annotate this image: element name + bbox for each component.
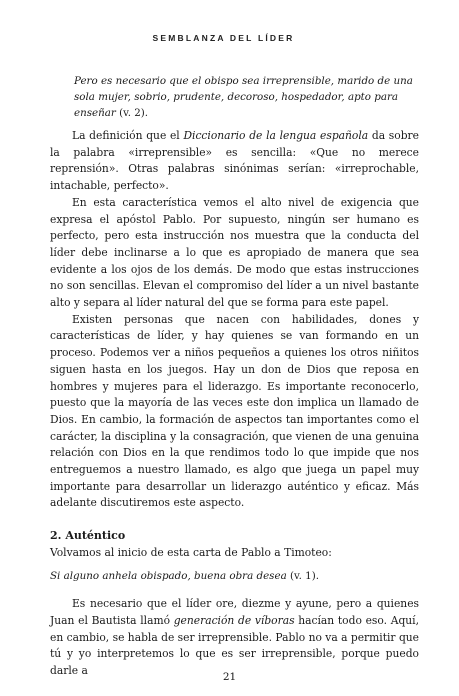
- page-number: 21: [222, 671, 237, 684]
- scripture-quote: [50, 568, 419, 585]
- quote-text: Si alguno anhela obispado, buena obra desea: [50, 569, 287, 582]
- quote-text: Pero es necesario que el obispo sea irreprensible, marido de una sola mujer, sobrio, prudente, decoroso, hospedador, apto para enseñar: [74, 75, 413, 119]
- running-head: SEMBLANZA DEL LÍDER: [152, 33, 295, 43]
- section-intro: Volvamos al inicio de esta carta de Pablo a Timoteo:: [50, 545, 332, 559]
- quote-reference: (v. 2).: [119, 107, 149, 119]
- paragraph-irreprensible: [50, 596, 419, 680]
- paragraph-text: Es necesario que el líder ore, diezme y ayune, pero a quienes Juan el Bautista llamó: [50, 597, 419, 627]
- paragraph-text: da sobre la palabra «irreprensible» es sencilla: «Que no merece reprensión». Otras palabras sinónimas serían: «irreprochable, intachable, perfecto».: [50, 129, 419, 193]
- emphasis-text: generación de víboras: [173, 613, 295, 627]
- paragraph-text: La definición que el: [72, 129, 184, 142]
- dictionary-title: Diccionario de la lengua española: [183, 129, 369, 142]
- body-text: [50, 128, 419, 680]
- paragraph-definition: [50, 128, 419, 195]
- section-heading: 2. Auténtico: [50, 529, 126, 543]
- paragraph-text: hacían todo eso. Aquí, en cambio, se habla de ser irreprensible. Pablo no va a permitir que tú y yo interpretemos lo que es ser irreprensible, porque puedo darle a: [50, 613, 419, 678]
- paragraph-habilidades: Existen personas que nacen con habilidades, dones y características de líder, y hay quienes se van formando en un proceso. Podemos ver a niños pequeños a quienes los otros niñitos siguen hasta en los juegos. Hay un don de Dios que reposa en hombres y mujeres para el liderazgo. Es importante reconocerlo, puesto que la mayoría de las veces este don implica un llamado de Dios. En cambio, la formación de aspectos tan importantes como el carácter, la disciplina y la consagración, que vienen de una genuina relación con Dios en la que rendimos todo lo que impide que nos entreguemos a nuestro llamado, es algo que juega un papel muy importante para desarrollar un liderazgo auténtico y eficaz. Más adelante discutiremos este aspecto.: [50, 312, 419, 510]
- quote-reference: (v. 1).: [289, 569, 319, 582]
- epigraph-quote: [74, 73, 419, 121]
- paragraph-exigencia: En esta característica vemos el alto nivel de exigencia que expresa el apóstol Pablo. Por supuesto, ningún ser humano es perfecto, pero esta instrucción nos muestra que la conducta del líder debe inclinarse a lo que es apropiado de manera que sea evidente a los ojos de los demás. De modo que estas instrucciones no son sencillas. Elevan el compromiso del líder a un nivel bastante alto y separa al líder natural del que se forma para este papel.: [50, 195, 419, 310]
